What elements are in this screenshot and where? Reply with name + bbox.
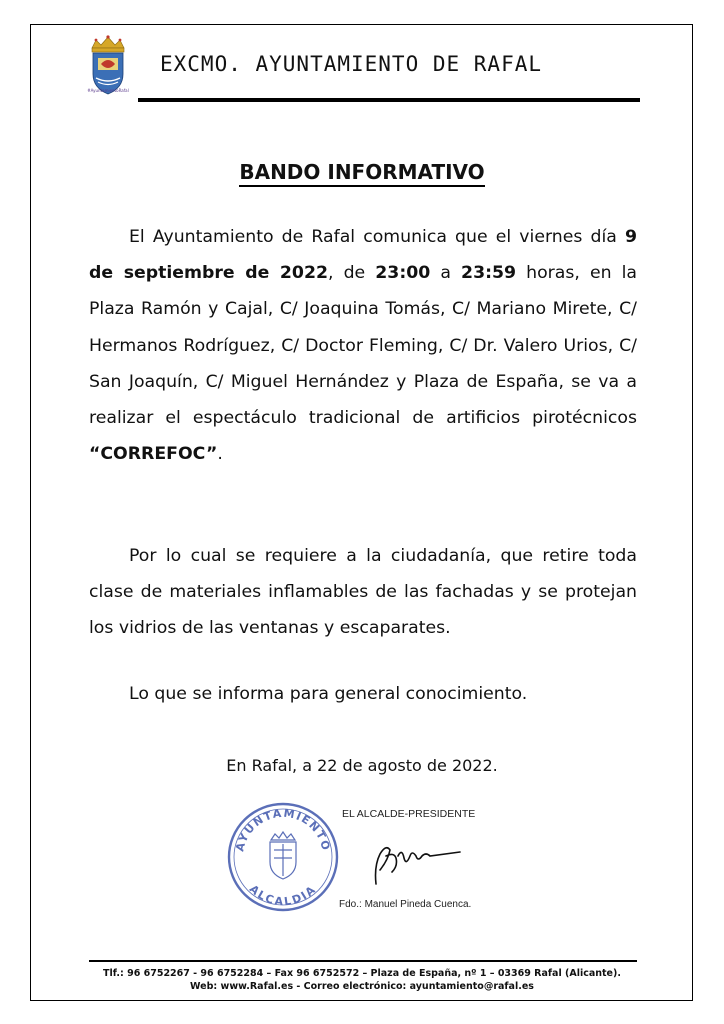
official-seal-stamp <box>226 800 340 914</box>
paragraph3-text: Lo que se informa para general conocimiento. <box>129 684 528 704</box>
event-name: “CORREFOC” <box>89 444 218 465</box>
paragraph2-text: Por lo cual se requiere a la ciudadanía, que retire toda clase de materiales inflamables de las fachadas y se protejan los vidrios de las ventanas y escaparates. <box>89 546 637 639</box>
header-rule <box>138 98 640 102</box>
signature-name: Fdo.: Manuel Pineda Cuenca. <box>339 899 472 910</box>
seal-top-text: AYUNTAMIENTO <box>233 806 333 853</box>
crest-caption: #AyuntamientoRafal <box>87 88 129 93</box>
paragraph-announcement <box>89 219 637 472</box>
paragraph1-text-a: El Ayuntamiento de Rafal comunica que el viernes día <box>129 227 625 247</box>
event-end-time: 23:59 <box>461 263 517 284</box>
footer-contact: Tlf.: 96 6752267 - 96 6752284 – Fax 96 6752572 – Plaza de España, nº 1 – 03369 Rafal (Alicante). <box>103 968 621 979</box>
place-date: En Rafal, a 22 de agosto de 2022. <box>226 756 498 775</box>
footer-web-email: Web: www.Rafal.es - Correo electrónico: ayuntamiento@rafal.es <box>190 981 534 992</box>
document-title <box>0 160 724 184</box>
paragraph1-text-e: . <box>217 444 223 465</box>
paragraph-requirement <box>89 538 637 647</box>
footer-rule <box>89 960 637 962</box>
header-title: EXCMO. AYUNTAMIENTO DE RAFAL <box>160 52 543 76</box>
paragraph1-text-c: a <box>430 263 462 284</box>
handwritten-signature <box>364 826 474 890</box>
seal-bottom-text: ALCALDIA <box>246 882 320 909</box>
signature-role: EL ALCALDE-PRESIDENTE <box>342 808 476 820</box>
document-title-text: BANDO INFORMATIVO <box>239 160 484 187</box>
paragraph-closing <box>89 676 637 712</box>
event-date: 9 de septiembre de 2022 <box>89 227 637 284</box>
paragraph1-text-b: , de <box>328 263 376 284</box>
paragraph1-text-d: horas, en la Plaza Ramón y Cajal, C/ Joaquina Tomás, C/ Mariano Mirete, C/ Hermanos Rodríguez, C/ Doctor Fleming, C/ Dr. Valero Urios, C/ San Joaquín, C/ Miguel Hernández y Plaza de España, se va a realizar el espectáculo tradicional de artificios pirotécnicos <box>89 263 637 429</box>
event-start-time: 23:00 <box>375 263 431 284</box>
